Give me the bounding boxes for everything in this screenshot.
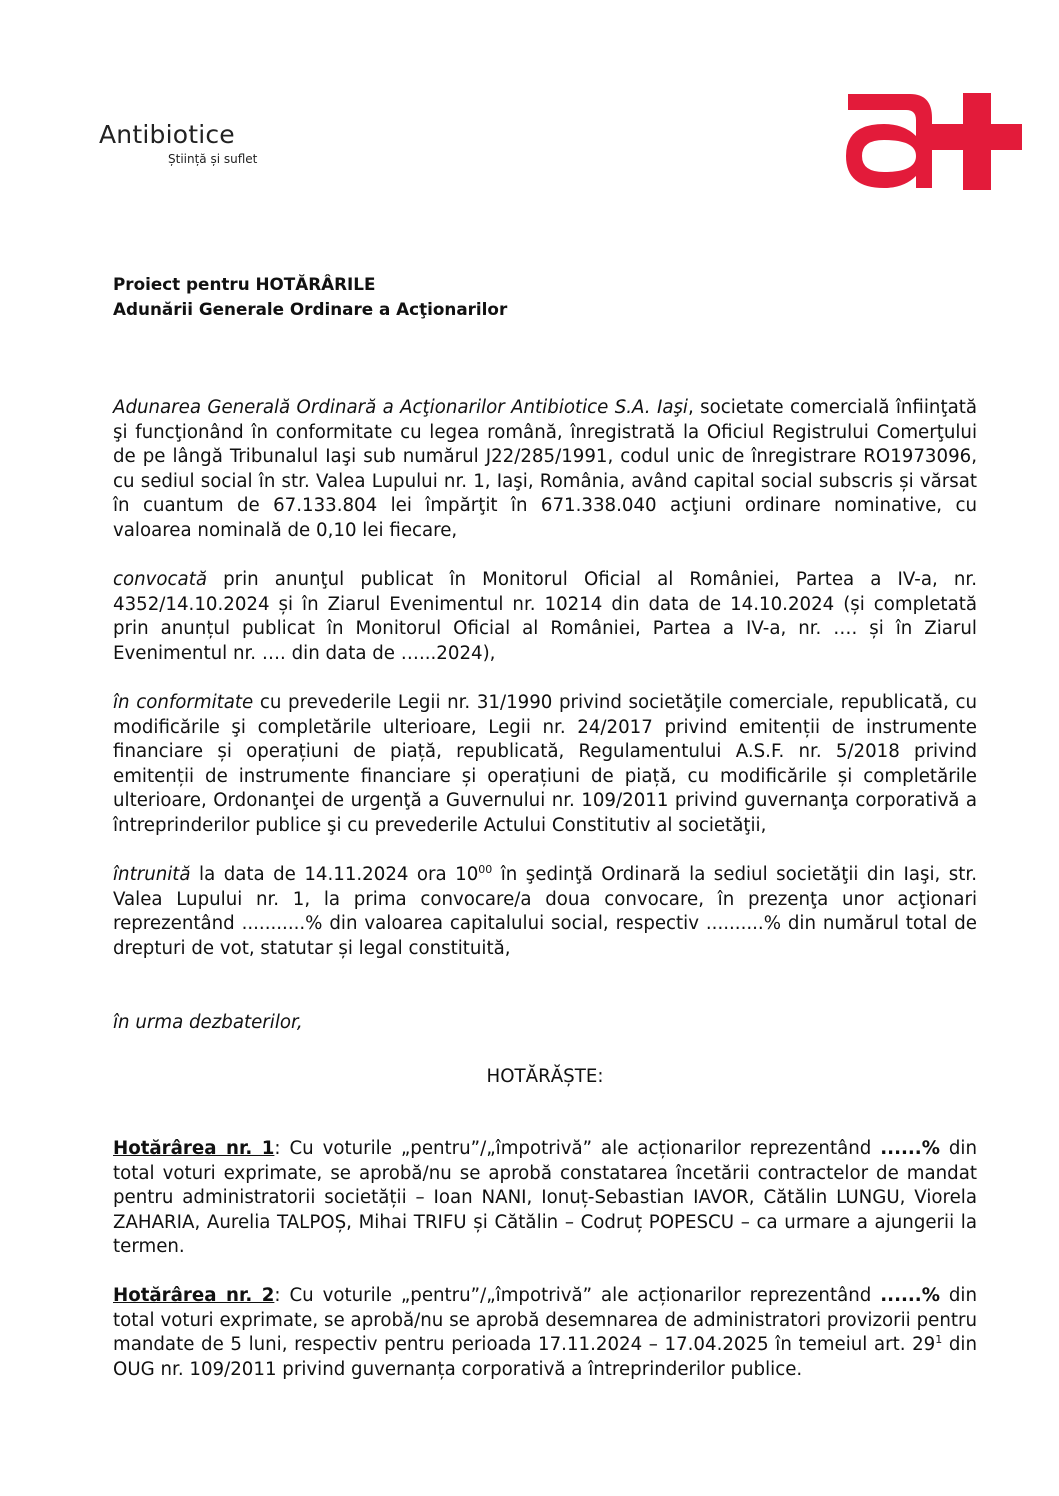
- logo-name: Antibiotice: [99, 120, 235, 149]
- paragraph-text: , societate comercială înfiinţată şi funcţionând în conformitate cu legea română, înregistrată la Oficiul Registrului Comerţului de pe lângă Tribunalul Iaşi sub numărul J22/285/1991, codul unic de înregistrare RO1973096, cu sediul social în str. Valea Lupului nr. 1, Iaşi, România, având capital social subscris și vărsat în cuantum de 67.133.804 lei împărţit în 671.338.040 acţiuni ordinare nominative, cu valoarea nominală de 0,10 lei fiecare,: [113, 397, 977, 541]
- resolution-label: Hotărârea nr. 1: [113, 1138, 275, 1159]
- company-logo: [99, 120, 257, 167]
- resolution-text: din OUG nr. 109/2011 privind guvernanța corporativă a întreprinderilor publice.: [113, 1334, 977, 1380]
- resolution-percent: ......%: [880, 1285, 940, 1306]
- paragraph-debates: [113, 1011, 977, 1036]
- document-title: [113, 272, 507, 322]
- superscript: 1: [935, 1333, 943, 1347]
- resolution-text: din total voturi exprimate, se aprobă/nu se aprobă constatarea încetării contractelor de mandat pentru administratorii societății – Ioan NANI, Ionuț-Sebastian IAVOR, Cătălin LUNGU, Viorela ZAHARIA, Aurelia TALPOȘ, Mihai TRIFU și Cătălin – Codruț POPESCU – ca urmare a ajungerii la termen.: [113, 1138, 977, 1258]
- title-line-1: Proiect pentru HOTĂRÂRILE: [113, 274, 376, 294]
- paragraph-text: prin anunţul publicat în Monitorul Oficial al României, Partea a IV-a, nr. 4352/14.10.2024 și în Ziarul Evenimentul nr. 10214 din data de 14.10.2024 (și completată prin anunțul publicat în Monitorul Oficial al României, Partea a IV-a, nr. …. și în Ziarul Evenimentul nr. …. din data de …...2024),: [113, 569, 977, 664]
- logo-tagline: Știință și suflet: [168, 152, 258, 166]
- resolution-text: : Cu voturile „pentru”/„împotrivă” ale acționarilor reprezentând: [274, 1285, 881, 1306]
- paragraph-meeting: [113, 863, 977, 961]
- paragraph-lead: în conformitate: [113, 692, 254, 713]
- paragraph-text: în şedinţă Ordinară la sediul societăţii din Iaşi, str. Valea Lupului nr. 1, la prima convocare/a doua convocare, în prezenţa unor acţionari reprezentând ...........% din valoarea capitalului social, respectiv ..........% din numărul total de drepturi de vot, statutar și legal constituită,: [113, 864, 977, 959]
- paragraph-text: cu prevederile Legii nr. 31/1990 privind societăţile comerciale, republicată, cu modificările şi completările ulterioare, Legii nr. 24/2017 privind emitenții de instrumente financiare și operațiuni de piață, republicată, Regulamentului A.S.F. nr. 5/2018 privind emitenții de instrumente financiare și operațiuni de piață, cu modificările și completările ulterioare, Ordonanţei de urgenţă a Guvernului nr. 109/2011 privind guvernanţa corporativă a întreprinderilor publice şi cu prevederile Actului Constitutiv al societăţii,: [113, 692, 977, 836]
- resolution-text: : Cu voturile „pentru”/„împotrivă” ale acționarilor reprezentând: [274, 1138, 881, 1159]
- resolution-1: [113, 1137, 977, 1260]
- paragraph-assembly: [113, 396, 977, 544]
- title-line-2: Adunării Generale Ordinare a Acţionarilor: [113, 299, 508, 319]
- paragraph-text: la data de 14.11.2024 ora 10: [190, 864, 479, 885]
- resolution-text: din total voturi exprimate, se aprobă/nu se aprobă desemnarea de administratori provizorii pentru mandate de 5 luni, respectiv pentru perioada 17.11.2024 – 17.04.2025 în temeiul art. 29: [113, 1285, 977, 1356]
- paragraph-lead: întrunită: [113, 864, 191, 885]
- resolution-percent: ......%: [880, 1138, 940, 1159]
- paragraph-convocation: [113, 568, 977, 666]
- paragraph-lead: Adunarea Generală Ordinară a Acţionarilor Antibiotice S.A. Iaşi: [113, 397, 688, 418]
- paragraph-text: în urma dezbaterilor,: [113, 1012, 303, 1033]
- paragraph-lead: convocată: [113, 569, 207, 590]
- resolution-2: [113, 1284, 977, 1382]
- a-plus-logo-icon: [840, 88, 1025, 190]
- decides-heading: HOTĂRĂȘTE:: [486, 1066, 604, 1087]
- resolution-label: Hotărârea nr. 2: [113, 1285, 275, 1306]
- paragraph-legal-basis: [113, 691, 977, 839]
- superscript: 00: [478, 862, 493, 876]
